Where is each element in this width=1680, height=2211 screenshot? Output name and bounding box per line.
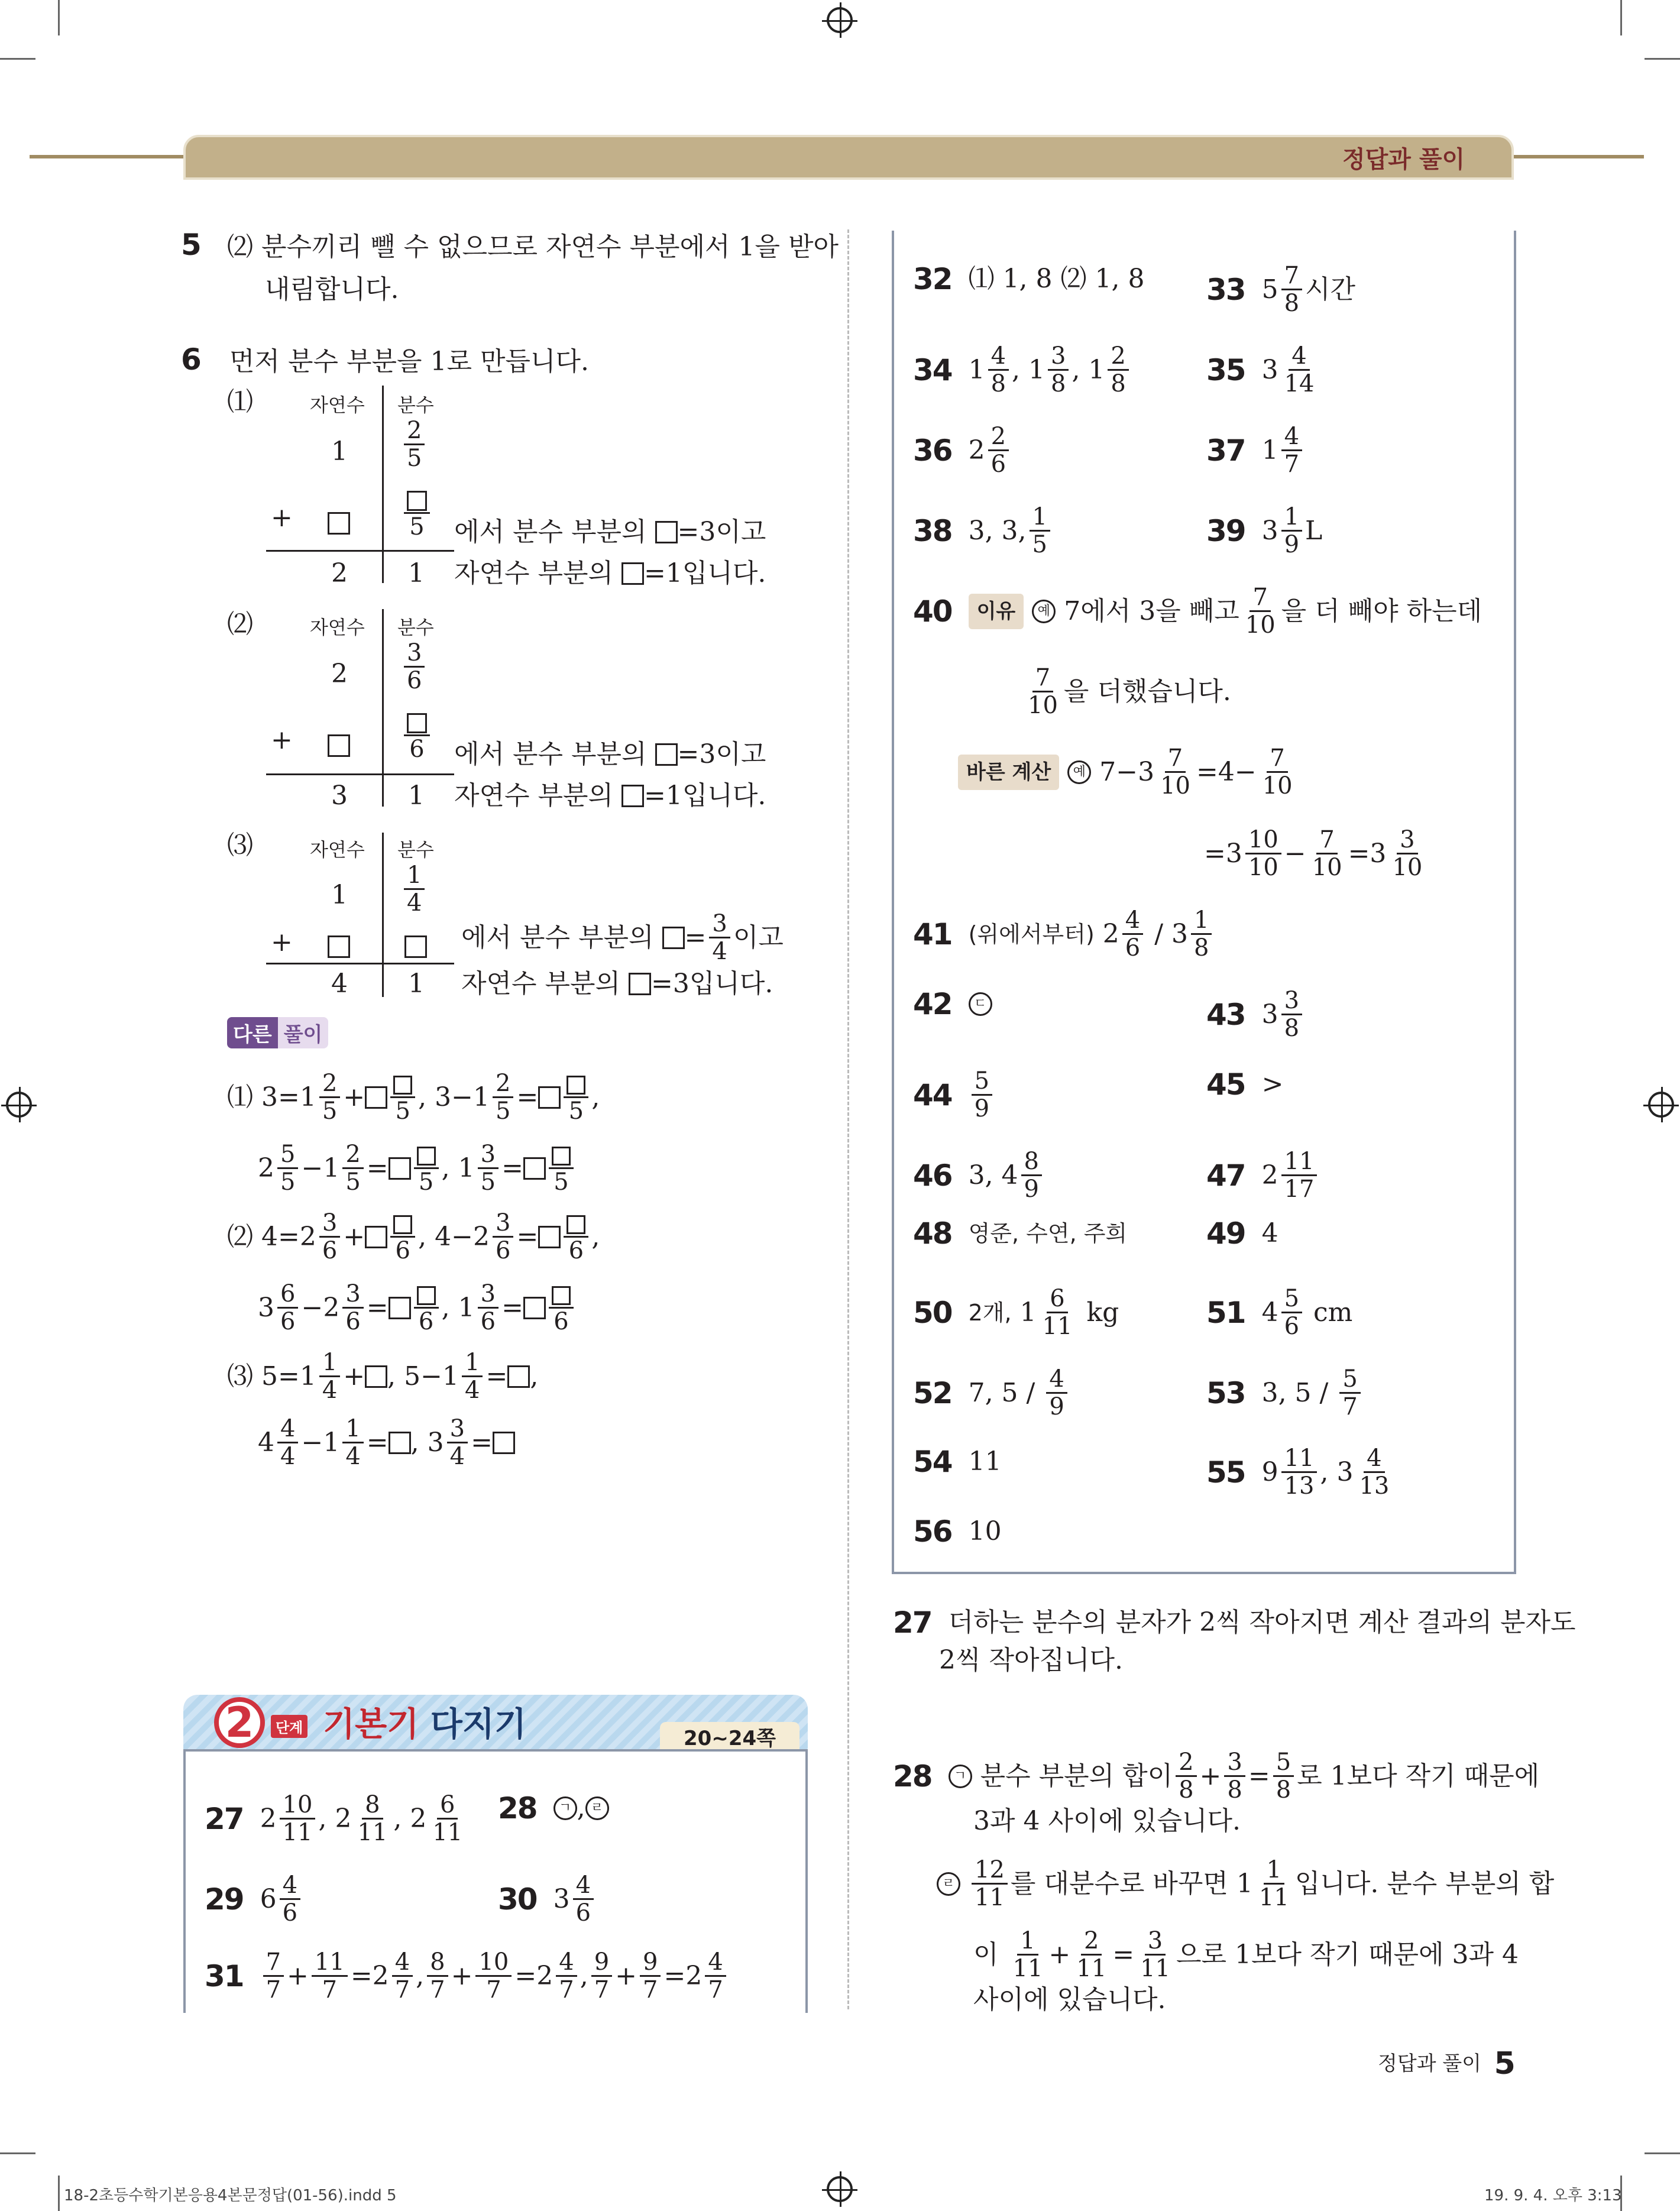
answer-text: (위에서부터) (968, 921, 1095, 947)
q6-intro: 먼저 분수 부분을 1로 만듭니다. (229, 347, 589, 377)
text: =1입니다. (644, 781, 766, 811)
q5-line2: 내림합니다. (265, 274, 399, 305)
text: =3입니다. (651, 969, 773, 999)
answer-text: ⑴ 1, 8 ⑵ 1, 8 (968, 264, 1145, 294)
crop-mark (1620, 0, 1622, 35)
denominator: 5 (407, 445, 422, 472)
crop-mark (58, 0, 60, 35)
step-label: 단계 (271, 1715, 307, 1738)
answer-number: 32 (913, 262, 952, 296)
answer-number: 53 (1206, 1375, 1245, 1410)
unit: kg (1086, 1297, 1119, 1328)
col-header: 자연수 (310, 616, 365, 639)
registration-mark-icon (1648, 1092, 1674, 1118)
unit: 시간 (1305, 274, 1356, 305)
plus: + (271, 503, 293, 533)
col-header: 자연수 (310, 839, 365, 861)
mark: ⑴ (227, 1082, 253, 1112)
answer-text: 7, 5 / (968, 1377, 1035, 1408)
denominator: 4 (712, 938, 727, 965)
explanation-text: 를 대분수로 바꾸면 (1010, 1868, 1228, 1899)
print-date: 19. 9. 4. 오후 3:13 (1484, 2187, 1622, 2204)
header-title: 정답과 풀이 (1342, 146, 1465, 173)
answer-number: 38 (913, 513, 952, 548)
answer-number: 52 (913, 1375, 952, 1410)
answer-number: 43 (1206, 997, 1245, 1032)
answer-text: 영준, 수연, 주희 (968, 1221, 1128, 1247)
registration-mark-icon (6, 1092, 32, 1118)
answer-number: 55 (1206, 1455, 1245, 1490)
numerator: 3 (404, 640, 425, 668)
col-header: 분수 (397, 616, 434, 639)
mark: ⑵ (227, 609, 253, 639)
crop-mark (1645, 2152, 1680, 2154)
step-pages: 20~24쪽 (660, 1722, 799, 1750)
answer-number: 50 (913, 1295, 952, 1330)
cell: 3 (331, 781, 348, 811)
col-header: 자연수 (310, 394, 365, 416)
text: 자연수 부분의 (454, 781, 614, 811)
example-mark: 예 (1067, 760, 1091, 784)
registration-mark-icon (827, 2176, 853, 2202)
mark: ⑶ (227, 1361, 253, 1391)
footer-label: 정답과 풀이 (1378, 2052, 1482, 2076)
numerator: 3 (709, 911, 730, 938)
table-vline (382, 833, 384, 997)
blank-box (662, 927, 685, 949)
answer-number: 29 (205, 1882, 244, 1917)
answer-number: 30 (498, 1882, 537, 1917)
step-number: 2 (214, 1697, 265, 1748)
text: 자연수 부분의 (454, 558, 614, 588)
alt-solution-tag (227, 1017, 328, 1048)
answer-number: 54 (913, 1445, 952, 1479)
answer-number: 39 (1206, 513, 1245, 548)
answer-number: 51 (1206, 1295, 1245, 1330)
blank-box (621, 562, 644, 585)
plus: + (271, 927, 293, 957)
answer-text: 10 (968, 1516, 1002, 1546)
explanation-text: 사이에 있습니다. (973, 1985, 1166, 2015)
answer-text: 11 (968, 1446, 1002, 1477)
answer-number: 41 (913, 917, 952, 951)
answer-number: 56 (913, 1514, 952, 1549)
answer-number: 42 (913, 987, 952, 1021)
explanation-text: 으로 1보다 작기 때문에 3과 4 (1176, 1939, 1519, 1970)
explanation-text: 로 1보다 작기 때문에 (1297, 1760, 1540, 1791)
unit: cm (1313, 1297, 1353, 1328)
correct-calc-tag: 바른 계산 (958, 755, 1059, 790)
text: 에서 분수 부분의 (454, 517, 647, 547)
example-mark: 예 (1032, 600, 1056, 623)
answer-number: 27 (205, 1801, 244, 1836)
answer-text: 2개, (968, 1299, 1012, 1326)
text: 자연수 부분의 (461, 969, 621, 999)
text: 에서 분수 부분의 (461, 922, 654, 953)
table-vline (382, 386, 384, 583)
blank-box (621, 785, 644, 807)
denominator: 6 (407, 667, 422, 694)
answer-number: 47 (1206, 1158, 1245, 1193)
mark: ⑴ (227, 387, 253, 417)
answer-number: 49 (1206, 1216, 1245, 1251)
text: 에서 분수 부분의 (454, 739, 647, 769)
answer-number: 44 (913, 1077, 952, 1112)
text: =3이고 (677, 517, 766, 547)
reason-tag: 이유 (969, 594, 1024, 629)
blank-box (328, 935, 350, 958)
cell: 1 (408, 558, 425, 588)
table-hline (266, 773, 454, 775)
explanation-text: 이 (973, 1939, 999, 1970)
blank-box (655, 743, 678, 766)
unit: L (1305, 515, 1323, 546)
question-number: 28 (893, 1759, 932, 1794)
plus: + (271, 725, 293, 755)
blank-box (629, 973, 651, 995)
step-title: 다지기 (430, 1705, 527, 1744)
answer-number: 33 (1206, 272, 1245, 307)
answer-text: 4 (1261, 1218, 1278, 1248)
answer-text: 을 더 빼야 하는데 (1281, 595, 1482, 626)
denominator: 5 (409, 513, 425, 540)
numerator: 2 (404, 417, 425, 445)
tag-part: 풀이 (278, 1017, 329, 1048)
step-title: 기본기 (323, 1705, 419, 1744)
print-file-name: 18-2초등수학기본응용4본문정답(01-56).indd 5 (64, 2187, 397, 2204)
table-hline (266, 963, 454, 964)
cell: 1 (408, 969, 425, 999)
answer-number: 40 (913, 594, 952, 629)
blank-box (407, 713, 427, 733)
answer-text: 3, 5 / (1261, 1377, 1329, 1408)
explanation-text: 더하는 분수의 분자가 2씩 작아지면 계산 결과의 분자도 (948, 1607, 1576, 1637)
answer-number: 34 (913, 352, 952, 387)
table-vline (382, 609, 384, 807)
answer-number: 31 (205, 1959, 244, 1993)
crop-mark (0, 2152, 35, 2154)
explanation-text: 분수 부분의 합이 (980, 1760, 1173, 1791)
cell: 1 (331, 436, 348, 467)
text: 이고 (733, 922, 784, 953)
blank-box (328, 512, 350, 535)
question-number: 5 (181, 228, 200, 262)
page-number: 5 (1494, 2046, 1516, 2081)
question-number: 27 (893, 1605, 932, 1640)
text: =3이고 (677, 739, 766, 769)
col-header: 분수 (397, 394, 434, 416)
registration-mark-icon (827, 7, 853, 33)
blank-box (404, 935, 427, 958)
mark: ⑵ (227, 232, 253, 262)
blank-box (407, 491, 427, 511)
explanation-text: 2씩 작아집니다. (939, 1645, 1123, 1675)
q5-line1: 분수끼리 뺄 수 없으므로 자연수 부분에서 1을 받아 (261, 232, 839, 262)
denominator: 6 (409, 736, 425, 763)
answer-number: 48 (913, 1216, 952, 1251)
answer-number: 45 (1206, 1067, 1245, 1102)
cell: 2 (331, 659, 348, 689)
answer-text: 을 더했습니다. (1063, 676, 1231, 707)
answer-number: 28 (498, 1791, 537, 1825)
answer-number: 37 (1206, 433, 1245, 468)
explanation-text: 입니다. 분수 부분의 합 (1294, 1868, 1555, 1899)
tag-part: 다른 (227, 1017, 278, 1048)
cell: 2 (331, 558, 348, 588)
blank-box (328, 734, 350, 757)
answer-text: 3, 3, (968, 515, 1027, 546)
crop-mark (58, 2176, 60, 2211)
denominator: 4 (407, 889, 422, 917)
table-hline (266, 550, 454, 552)
answer-text: 7에서 3을 빼고 (1064, 595, 1239, 626)
answer-number: 46 (913, 1158, 952, 1193)
answer-number: 35 (1206, 352, 1245, 387)
blank-box (655, 521, 678, 543)
mark: ⑵ (227, 1221, 253, 1252)
col-header: 분수 (397, 839, 434, 861)
text: =1입니다. (644, 558, 766, 588)
crop-mark (1645, 58, 1680, 60)
numerator: 1 (404, 862, 425, 890)
column-divider (847, 229, 849, 2009)
header-band (183, 135, 1514, 180)
mark: ⑶ (227, 830, 253, 860)
question-number: 6 (181, 342, 200, 377)
explanation-text: 3과 4 사이에 있습니다. (973, 1806, 1241, 1836)
cell: 1 (331, 880, 348, 910)
answer-number: 36 (913, 433, 952, 468)
crop-mark (0, 58, 35, 60)
cell: 1 (408, 781, 425, 811)
answer-text: > (1261, 1069, 1284, 1099)
cell: 4 (331, 969, 348, 999)
